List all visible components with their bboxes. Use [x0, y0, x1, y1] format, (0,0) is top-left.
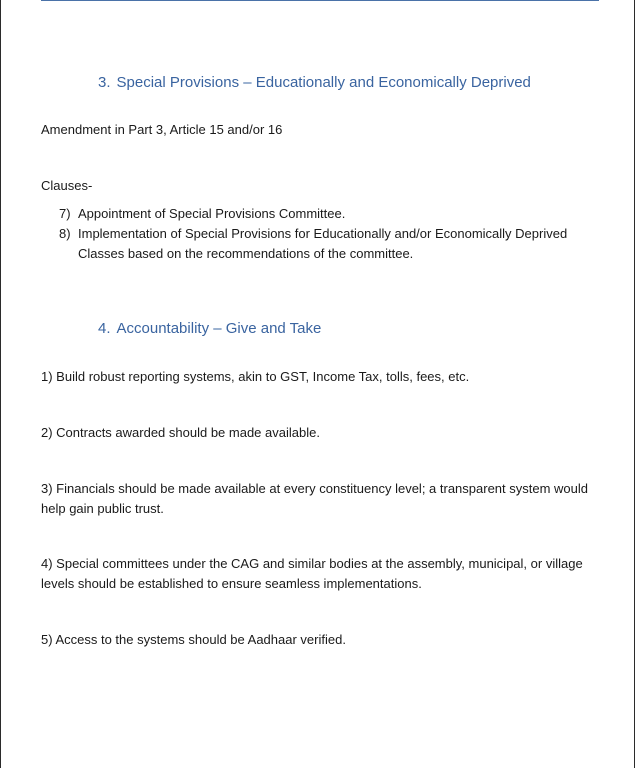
amendment-text: Amendment in Part 3, Article 15 and/or 16 — [41, 122, 283, 137]
section-3-title: Special Provisions – Educationally and Economically Deprived — [116, 74, 531, 91]
accountability-point-2: 2) Contracts awarded should be made available. — [41, 425, 320, 440]
clause-text: Implementation of Special Provisions for Educationally and/or Economically Deprived Classes based on the recommendations of the committee. — [78, 226, 568, 261]
section-4-title: Accountability – Give and Take — [116, 320, 322, 337]
clause-text: Appointment of Special Provisions Committee. — [78, 206, 346, 221]
accountability-point-1: 1) Build robust reporting systems, akin to GST, Income Tax, tolls, fees, etc. — [41, 369, 470, 384]
section-3-number: 3. — [98, 74, 111, 91]
accountability-point-4: 4) Special committees under the CAG and similar bodies at the assembly, municipal, or village levels should be established to ensure seamless implementations. — [41, 556, 583, 591]
section-3-heading — [98, 74, 531, 91]
list-item — [59, 224, 604, 264]
section-4-number: 4. — [98, 320, 111, 337]
clause-number: 7) — [59, 206, 71, 221]
clause-list — [59, 204, 604, 264]
accountability-point-5: 5) Access to the systems should be Aadhaar verified. — [41, 632, 346, 647]
top-divider — [41, 0, 599, 1]
clauses-label: Clauses- — [41, 178, 93, 193]
section-4-heading — [98, 320, 321, 337]
list-item — [59, 204, 604, 224]
clause-number: 8) — [59, 226, 71, 241]
accountability-point-3: 3) Financials should be made available at every constituency level; a transparent system would help gain public trust. — [41, 481, 589, 516]
